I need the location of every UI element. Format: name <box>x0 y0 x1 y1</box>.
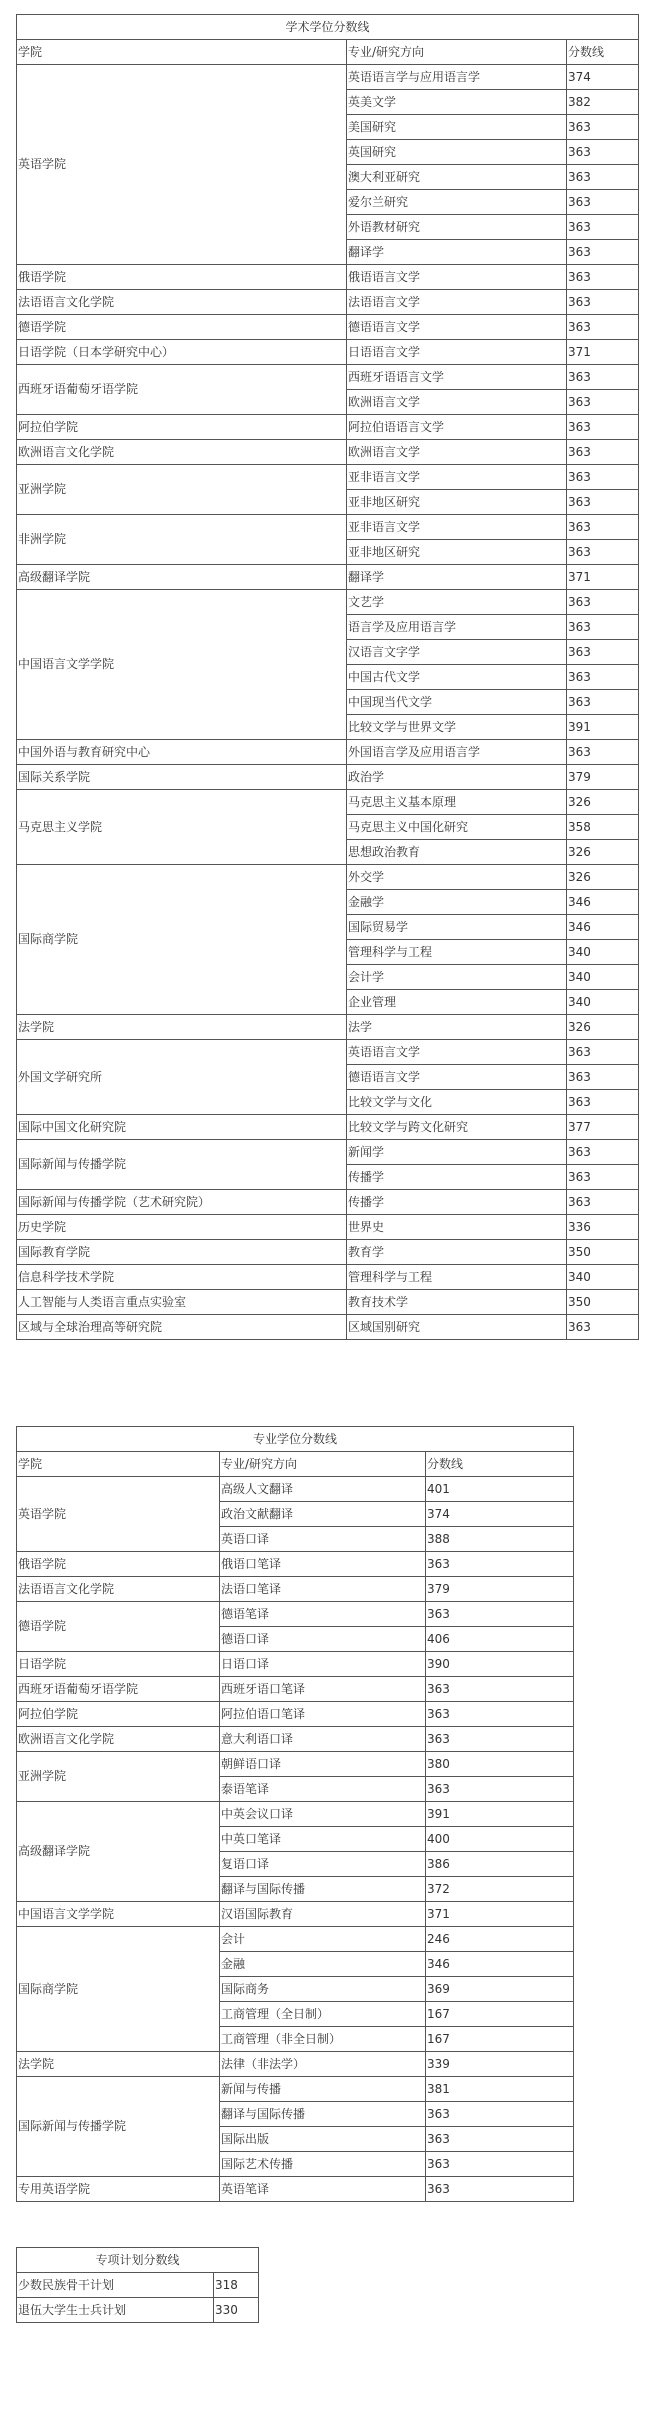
score-cell: 380 <box>426 1752 574 1777</box>
score-cell: 363 <box>567 165 639 190</box>
table-row <box>17 1702 574 1727</box>
score-cell: 363 <box>426 1552 574 1577</box>
score-cell: 382 <box>567 90 639 115</box>
major-cell: 亚非地区研究 <box>347 540 567 565</box>
college-cell: 法学院 <box>17 1015 347 1040</box>
table-row <box>17 1015 639 1040</box>
major-cell: 俄语口笔译 <box>220 1552 426 1577</box>
major-cell: 英语语言学与应用语言学 <box>347 65 567 90</box>
score-cell: 246 <box>426 1927 574 1952</box>
major-cell: 新闻学 <box>347 1140 567 1165</box>
score-cell: 371 <box>567 565 639 590</box>
score-cell: 363 <box>567 590 639 615</box>
major-cell: 欧洲语言文学 <box>347 390 567 415</box>
major-header: 专业/研究方向 <box>347 40 567 65</box>
table-row <box>17 1140 639 1165</box>
major-cell: 翻译学 <box>347 565 567 590</box>
major-cell: 马克思主义中国化研究 <box>347 815 567 840</box>
major-cell: 会计 <box>220 1927 426 1952</box>
college-cell: 马克思主义学院 <box>17 790 347 865</box>
table-row <box>17 315 639 340</box>
college-cell: 专用英语学院 <box>17 2177 220 2202</box>
score-cell: 363 <box>567 615 639 640</box>
table-row <box>17 2273 259 2298</box>
score-cell: 390 <box>426 1652 574 1677</box>
major-cell: 法语口笔译 <box>220 1577 426 1602</box>
table-row <box>17 865 639 890</box>
score-cell: 167 <box>426 2027 574 2052</box>
major-cell: 世界史 <box>347 1215 567 1240</box>
major-cell: 思想政治教育 <box>347 840 567 865</box>
score-cell: 363 <box>567 1165 639 1190</box>
table-row <box>17 1902 574 1927</box>
major-cell: 语言学及应用语言学 <box>347 615 567 640</box>
major-cell: 政治学 <box>347 765 567 790</box>
college-cell: 高级翻译学院 <box>17 1802 220 1902</box>
major-cell: 法律（非法学） <box>220 2052 426 2077</box>
professional-title-row <box>17 1427 574 1452</box>
major-cell: 亚非语言文学 <box>347 515 567 540</box>
major-cell: 法语语言文学 <box>347 290 567 315</box>
major-cell: 文艺学 <box>347 590 567 615</box>
college-cell: 阿拉伯学院 <box>17 1702 220 1727</box>
score-cell: 363 <box>567 390 639 415</box>
score-cell: 350 <box>567 1290 639 1315</box>
major-cell: 金融学 <box>347 890 567 915</box>
table-row <box>17 265 639 290</box>
score-cell: 363 <box>426 1602 574 1627</box>
major-cell: 俄语语言文学 <box>347 265 567 290</box>
major-cell: 区域国别研究 <box>347 1315 567 1340</box>
major-cell: 政治文献翻译 <box>220 1502 426 1527</box>
score-cell: 340 <box>567 990 639 1015</box>
score-cell: 363 <box>567 515 639 540</box>
major-cell: 翻译与国际传播 <box>220 2102 426 2127</box>
major-cell: 比较文学与世界文学 <box>347 715 567 740</box>
score-cell: 363 <box>567 290 639 315</box>
score-cell: 363 <box>567 1065 639 1090</box>
major-cell: 国际艺术传播 <box>220 2152 426 2177</box>
score-cell: 363 <box>567 1190 639 1215</box>
table-row <box>17 765 639 790</box>
score-cell: 363 <box>426 2177 574 2202</box>
score-cell: 330 <box>214 2298 259 2323</box>
score-cell: 377 <box>567 1115 639 1140</box>
plan-name-cell: 少数民族骨干计划 <box>17 2273 214 2298</box>
score-cell: 363 <box>567 240 639 265</box>
college-cell: 国际关系学院 <box>17 765 347 790</box>
major-cell: 比较文学与跨文化研究 <box>347 1115 567 1140</box>
score-cell: 358 <box>567 815 639 840</box>
score-header: 分数线 <box>567 40 639 65</box>
major-cell: 工商管理（全日制） <box>220 2002 426 2027</box>
college-cell: 德语学院 <box>17 315 347 340</box>
major-cell: 翻译学 <box>347 240 567 265</box>
score-cell: 340 <box>567 940 639 965</box>
college-cell: 英语学院 <box>17 1477 220 1552</box>
score-header: 分数线 <box>426 1452 574 1477</box>
academic-table-title: 学术学位分数线 <box>17 15 639 40</box>
major-cell: 会计学 <box>347 965 567 990</box>
table-row <box>17 1577 574 1602</box>
major-cell: 亚非语言文学 <box>347 465 567 490</box>
professional-header-row <box>17 1452 574 1477</box>
major-cell: 国际贸易学 <box>347 915 567 940</box>
major-cell: 比较文学与文化 <box>347 1090 567 1115</box>
score-cell: 363 <box>426 1677 574 1702</box>
major-cell: 英语笔译 <box>220 2177 426 2202</box>
major-cell: 德语语言文学 <box>347 1065 567 1090</box>
academic-header-row <box>17 40 639 65</box>
table-row <box>17 515 639 540</box>
table-row <box>17 65 639 90</box>
score-cell: 363 <box>567 115 639 140</box>
score-cell: 406 <box>426 1627 574 1652</box>
score-cell: 363 <box>426 2152 574 2177</box>
score-cell: 363 <box>426 1727 574 1752</box>
special-table-title: 专项计划分数线 <box>17 2248 259 2273</box>
table-row <box>17 2052 574 2077</box>
college-cell: 俄语学院 <box>17 1552 220 1577</box>
score-cell: 363 <box>567 140 639 165</box>
college-cell: 日语学院 <box>17 1652 220 1677</box>
major-cell: 马克思主义基本原理 <box>347 790 567 815</box>
score-cell: 326 <box>567 865 639 890</box>
score-cell: 363 <box>567 190 639 215</box>
college-cell: 人工智能与人类语言重点实验室 <box>17 1290 347 1315</box>
college-cell: 信息科学技术学院 <box>17 1265 347 1290</box>
college-cell: 国际新闻与传播学院 <box>17 2077 220 2177</box>
major-cell: 欧洲语言文学 <box>347 440 567 465</box>
score-cell: 371 <box>567 340 639 365</box>
major-cell: 英语语言文学 <box>347 1040 567 1065</box>
major-cell: 朝鲜语口译 <box>220 1752 426 1777</box>
score-cell: 363 <box>567 1090 639 1115</box>
table-row <box>17 290 639 315</box>
major-cell: 新闻与传播 <box>220 2077 426 2102</box>
score-cell: 318 <box>214 2273 259 2298</box>
major-cell: 国际商务 <box>220 1977 426 2002</box>
score-cell: 363 <box>567 265 639 290</box>
score-cell: 369 <box>426 1977 574 2002</box>
score-cell: 363 <box>567 490 639 515</box>
table-row <box>17 465 639 490</box>
major-cell: 复语口译 <box>220 1852 426 1877</box>
score-cell: 374 <box>426 1502 574 1527</box>
table-row <box>17 415 639 440</box>
score-cell: 167 <box>426 2002 574 2027</box>
score-cell: 363 <box>567 1040 639 1065</box>
score-cell: 379 <box>426 1577 574 1602</box>
score-cell: 363 <box>426 1777 574 1802</box>
major-cell: 金融 <box>220 1952 426 1977</box>
score-cell: 340 <box>567 1265 639 1290</box>
table-row <box>17 790 639 815</box>
college-cell: 欧洲语言文化学院 <box>17 440 347 465</box>
academic-title-row <box>17 15 639 40</box>
major-cell: 工商管理（非全日制） <box>220 2027 426 2052</box>
major-cell: 英美文学 <box>347 90 567 115</box>
major-cell: 高级人文翻译 <box>220 1477 426 1502</box>
major-cell: 国际出版 <box>220 2127 426 2152</box>
major-cell: 澳大利亚研究 <box>347 165 567 190</box>
score-cell: 339 <box>426 2052 574 2077</box>
college-cell: 亚洲学院 <box>17 1752 220 1802</box>
college-cell: 国际商学院 <box>17 1927 220 2052</box>
table-row <box>17 1652 574 1677</box>
table-row <box>17 340 639 365</box>
college-cell: 国际新闻与传播学院（艺术研究院） <box>17 1190 347 1215</box>
college-cell: 西班牙语葡萄牙语学院 <box>17 365 347 415</box>
major-cell: 管理科学与工程 <box>347 940 567 965</box>
major-cell: 爱尔兰研究 <box>347 190 567 215</box>
academic-degree-table <box>16 14 639 1340</box>
major-cell: 外国语言学及应用语言学 <box>347 740 567 765</box>
score-cell: 346 <box>567 915 639 940</box>
table-row <box>17 740 639 765</box>
college-cell: 英语学院 <box>17 65 347 265</box>
score-cell: 326 <box>567 790 639 815</box>
score-cell: 381 <box>426 2077 574 2102</box>
table-row <box>17 1265 639 1290</box>
major-cell: 亚非地区研究 <box>347 490 567 515</box>
score-cell: 363 <box>567 315 639 340</box>
major-cell: 日语口译 <box>220 1652 426 1677</box>
professional-table-title: 专业学位分数线 <box>17 1427 574 1452</box>
major-cell: 企业管理 <box>347 990 567 1015</box>
college-cell: 区域与全球治理高等研究院 <box>17 1315 347 1340</box>
major-cell: 中英口笔译 <box>220 1827 426 1852</box>
table-row <box>17 1240 639 1265</box>
score-cell: 374 <box>567 65 639 90</box>
score-cell: 363 <box>426 2127 574 2152</box>
table-row <box>17 590 639 615</box>
college-cell: 德语学院 <box>17 1602 220 1652</box>
college-cell: 历史学院 <box>17 1215 347 1240</box>
table-row <box>17 2077 574 2102</box>
score-cell: 363 <box>426 1702 574 1727</box>
special-title-row <box>17 2248 259 2273</box>
college-cell: 中国外语与教育研究中心 <box>17 740 347 765</box>
table-row <box>17 1290 639 1315</box>
major-cell: 中国现当代文学 <box>347 690 567 715</box>
major-cell: 翻译与国际传播 <box>220 1877 426 1902</box>
table-row <box>17 1602 574 1627</box>
college-cell: 阿拉伯学院 <box>17 415 347 440</box>
major-cell: 中国古代文学 <box>347 665 567 690</box>
table-row <box>17 1677 574 1702</box>
major-cell: 日语语言文学 <box>347 340 567 365</box>
major-cell: 汉语言文字学 <box>347 640 567 665</box>
major-cell: 传播学 <box>347 1165 567 1190</box>
score-cell: 391 <box>426 1802 574 1827</box>
college-cell: 中国语言文学学院 <box>17 590 347 740</box>
college-cell: 外国文学研究所 <box>17 1040 347 1115</box>
table-row <box>17 2177 574 2202</box>
score-cell: 379 <box>567 765 639 790</box>
college-cell: 亚洲学院 <box>17 465 347 515</box>
college-cell: 国际教育学院 <box>17 1240 347 1265</box>
score-cell: 363 <box>567 540 639 565</box>
major-header: 专业/研究方向 <box>220 1452 426 1477</box>
score-cell: 363 <box>567 215 639 240</box>
college-cell: 日语学院（日本学研究中心） <box>17 340 347 365</box>
table-row <box>17 1040 639 1065</box>
score-cell: 350 <box>567 1240 639 1265</box>
score-cell: 363 <box>567 740 639 765</box>
score-cell: 386 <box>426 1852 574 1877</box>
table-row <box>17 565 639 590</box>
score-cell: 326 <box>567 1015 639 1040</box>
score-cell: 372 <box>426 1877 574 1902</box>
score-cell: 400 <box>426 1827 574 1852</box>
college-cell: 俄语学院 <box>17 265 347 290</box>
score-cell: 388 <box>426 1527 574 1552</box>
score-cell: 363 <box>426 2102 574 2127</box>
table-row <box>17 1752 574 1777</box>
college-cell: 中国语言文学学院 <box>17 1902 220 1927</box>
table-row <box>17 440 639 465</box>
score-cell: 391 <box>567 715 639 740</box>
score-cell: 371 <box>426 1902 574 1927</box>
table-row <box>17 1477 574 1502</box>
major-cell: 汉语国际教育 <box>220 1902 426 1927</box>
major-cell: 管理科学与工程 <box>347 1265 567 1290</box>
major-cell: 外交学 <box>347 865 567 890</box>
major-cell: 西班牙语口笔译 <box>220 1677 426 1702</box>
major-cell: 西班牙语语言文学 <box>347 365 567 390</box>
score-cell: 363 <box>567 415 639 440</box>
major-cell: 法学 <box>347 1015 567 1040</box>
score-cell: 346 <box>426 1952 574 1977</box>
professional-degree-table <box>16 1426 574 2202</box>
score-cell: 363 <box>567 690 639 715</box>
score-cell: 363 <box>567 365 639 390</box>
college-cell: 西班牙语葡萄牙语学院 <box>17 1677 220 1702</box>
score-cell: 346 <box>567 890 639 915</box>
college-cell: 国际商学院 <box>17 865 347 1015</box>
major-cell: 阿拉伯语语言文学 <box>347 415 567 440</box>
table-row <box>17 1927 574 1952</box>
major-cell: 美国研究 <box>347 115 567 140</box>
major-cell: 德语口译 <box>220 1627 426 1652</box>
table-row <box>17 1552 574 1577</box>
table-row <box>17 2298 259 2323</box>
major-cell: 泰语笔译 <box>220 1777 426 1802</box>
major-cell: 阿拉伯语口笔译 <box>220 1702 426 1727</box>
score-cell: 363 <box>567 465 639 490</box>
major-cell: 外语教材研究 <box>347 215 567 240</box>
table-row <box>17 1190 639 1215</box>
major-cell: 英国研究 <box>347 140 567 165</box>
special-plan-table <box>16 2247 259 2323</box>
college-cell: 欧洲语言文化学院 <box>17 1727 220 1752</box>
major-cell: 德语笔译 <box>220 1602 426 1627</box>
table-row <box>17 1727 574 1752</box>
major-cell: 意大利语口译 <box>220 1727 426 1752</box>
college-header: 学院 <box>17 40 347 65</box>
score-cell: 363 <box>567 440 639 465</box>
score-cell: 336 <box>567 1215 639 1240</box>
major-cell: 教育学 <box>347 1240 567 1265</box>
college-cell: 法学院 <box>17 2052 220 2077</box>
score-cell: 340 <box>567 965 639 990</box>
major-cell: 德语语言文学 <box>347 315 567 340</box>
table-row <box>17 1215 639 1240</box>
plan-name-cell: 退伍大学生士兵计划 <box>17 2298 214 2323</box>
score-cell: 363 <box>567 665 639 690</box>
table-row <box>17 1115 639 1140</box>
college-cell: 高级翻译学院 <box>17 565 347 590</box>
major-cell: 教育技术学 <box>347 1290 567 1315</box>
table-row <box>17 1802 574 1827</box>
college-cell: 国际新闻与传播学院 <box>17 1140 347 1190</box>
college-cell: 国际中国文化研究院 <box>17 1115 347 1140</box>
score-cell: 363 <box>567 1140 639 1165</box>
major-cell: 中英会议口译 <box>220 1802 426 1827</box>
college-cell: 非洲学院 <box>17 515 347 565</box>
score-cell: 326 <box>567 840 639 865</box>
score-cell: 363 <box>567 640 639 665</box>
score-cell: 363 <box>567 1315 639 1340</box>
table-row <box>17 1315 639 1340</box>
college-cell: 法语语言文化学院 <box>17 290 347 315</box>
score-cell: 401 <box>426 1477 574 1502</box>
college-header: 学院 <box>17 1452 220 1477</box>
major-cell: 英语口译 <box>220 1527 426 1552</box>
major-cell: 传播学 <box>347 1190 567 1215</box>
table-row <box>17 365 639 390</box>
college-cell: 法语语言文化学院 <box>17 1577 220 1602</box>
